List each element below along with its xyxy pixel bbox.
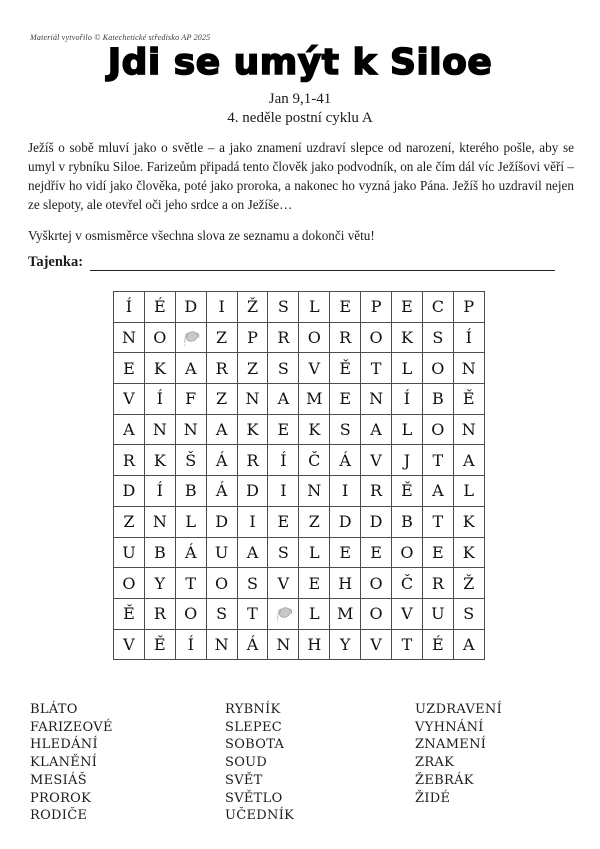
word-list-column-1 <box>30 701 113 825</box>
grid-letter-cell: S <box>330 414 361 445</box>
grid-letter-cell: N <box>114 322 145 353</box>
grid-letter-cell: S <box>453 598 484 629</box>
grid-letter-cell: N <box>144 414 175 445</box>
grid-letter-cell: D <box>206 506 237 537</box>
grid-letter-cell: S <box>237 568 268 599</box>
grid-letter-cell: R <box>144 598 175 629</box>
water-jug-icon-cell <box>268 598 299 629</box>
grid-letter-cell: D <box>361 506 392 537</box>
grid-row <box>114 384 485 415</box>
grid-letter-cell: Z <box>299 506 330 537</box>
grid-letter-cell: Ž <box>237 292 268 323</box>
grid-letter-cell: U <box>422 598 453 629</box>
grid-letter-cell: A <box>175 353 206 384</box>
grid-letter-cell: D <box>114 476 145 507</box>
grid-letter-cell: S <box>268 292 299 323</box>
copyright-credit: Materiál vytvořilo © Katechetické středisko AP 2025 <box>30 33 211 42</box>
water-jug-icon-cell <box>175 322 206 353</box>
grid-row <box>114 598 485 629</box>
word-list-item: SOBOTA <box>225 737 285 753</box>
grid-letter-cell: É <box>422 629 453 660</box>
grid-letter-cell: Í <box>144 476 175 507</box>
word-search-grid <box>113 291 485 660</box>
grid-letter-cell: K <box>237 414 268 445</box>
grid-letter-cell: B <box>422 384 453 415</box>
grid-row <box>114 414 485 445</box>
grid-letter-cell: E <box>268 506 299 537</box>
grid-letter-cell: R <box>114 445 145 476</box>
word-list-item: ZRAK <box>415 755 455 771</box>
grid-letter-cell: I <box>330 476 361 507</box>
grid-row <box>114 568 485 599</box>
grid-letter-cell: F <box>175 384 206 415</box>
word-list-item: SOUD <box>225 755 268 771</box>
grid-letter-cell: O <box>361 568 392 599</box>
grid-letter-cell: Ě <box>392 476 423 507</box>
word-list-item: HLEDÁNÍ <box>30 737 98 753</box>
grid-letter-cell: B <box>144 537 175 568</box>
grid-letter-cell: K <box>392 322 423 353</box>
grid-letter-cell: Ž <box>453 568 484 599</box>
grid-letter-cell: V <box>114 384 145 415</box>
grid-letter-cell: N <box>268 629 299 660</box>
grid-letter-cell: H <box>299 629 330 660</box>
grid-letter-cell: A <box>237 537 268 568</box>
grid-letter-cell: Ě <box>330 353 361 384</box>
answer-blank-line[interactable] <box>90 255 555 271</box>
grid-letter-cell: O <box>299 322 330 353</box>
grid-letter-cell: Á <box>237 629 268 660</box>
grid-row <box>114 537 485 568</box>
grid-letter-cell: U <box>206 537 237 568</box>
word-list-item: KLANĚNÍ <box>30 755 98 771</box>
grid-letter-cell: D <box>175 292 206 323</box>
grid-letter-cell: E <box>114 353 145 384</box>
grid-letter-cell: P <box>361 292 392 323</box>
word-list-item: ŽIDÉ <box>415 790 451 806</box>
grid-letter-cell: P <box>237 322 268 353</box>
word-list-item: VYHNÁNÍ <box>415 719 484 735</box>
grid-row <box>114 322 485 353</box>
grid-row <box>114 353 485 384</box>
grid-letter-cell: Z <box>206 322 237 353</box>
answer-label: Tajenka: <box>28 254 84 270</box>
grid-letter-cell: O <box>422 353 453 384</box>
grid-letter-cell: L <box>299 598 330 629</box>
grid-letter-cell: I <box>206 292 237 323</box>
grid-letter-cell: E <box>330 537 361 568</box>
word-list-column-2 <box>225 701 294 825</box>
grid-letter-cell: É <box>144 292 175 323</box>
grid-letter-cell: O <box>361 598 392 629</box>
grid-letter-cell: R <box>237 445 268 476</box>
grid-letter-cell: B <box>392 506 423 537</box>
instruction-text: Vyškrtej v osmisměrce všechna slova ze seznamu a dokonči větu! <box>28 228 375 243</box>
grid-letter-cell: Z <box>237 353 268 384</box>
grid-letter-cell: L <box>453 476 484 507</box>
word-list-item: PROROK <box>30 790 92 806</box>
grid-letter-cell: V <box>114 629 145 660</box>
word-list-item: RYBNÍK <box>225 702 281 717</box>
liturgical-note: 4. neděle postní cyklu A <box>227 110 373 126</box>
word-list-item: ŽEBRÁK <box>415 772 474 788</box>
grid-letter-cell: Š <box>175 445 206 476</box>
grid-letter-cell: E <box>330 384 361 415</box>
grid-letter-cell: U <box>114 537 145 568</box>
grid-letter-cell: E <box>330 292 361 323</box>
word-list-item: FARIZEOVÉ <box>30 719 113 735</box>
grid-letter-cell: T <box>392 629 423 660</box>
grid-letter-cell: A <box>422 476 453 507</box>
grid-letter-cell: R <box>361 476 392 507</box>
word-list-item: UZDRAVENÍ <box>415 702 503 717</box>
grid-letter-cell: A <box>268 384 299 415</box>
grid-letter-cell: O <box>422 414 453 445</box>
grid-letter-cell: E <box>361 537 392 568</box>
word-list-item: ZNAMENÍ <box>415 737 487 753</box>
word-search-table-body <box>114 292 485 660</box>
grid-letter-cell: P <box>453 292 484 323</box>
grid-letter-cell: N <box>299 476 330 507</box>
grid-letter-cell: I <box>268 476 299 507</box>
grid-letter-cell: N <box>237 384 268 415</box>
grid-letter-cell: Á <box>206 476 237 507</box>
grid-letter-cell: B <box>175 476 206 507</box>
grid-letter-cell: R <box>422 568 453 599</box>
grid-letter-cell: J <box>392 445 423 476</box>
grid-letter-cell: L <box>299 292 330 323</box>
grid-letter-cell: V <box>392 598 423 629</box>
grid-letter-cell: R <box>268 322 299 353</box>
grid-row <box>114 506 485 537</box>
grid-letter-cell: V <box>361 445 392 476</box>
grid-letter-cell: K <box>453 537 484 568</box>
grid-letter-cell: O <box>392 537 423 568</box>
grid-letter-cell: H <box>330 568 361 599</box>
grid-letter-cell: N <box>144 506 175 537</box>
grid-letter-cell: M <box>299 384 330 415</box>
water-jug-icon <box>180 328 201 349</box>
grid-letter-cell: Ě <box>114 598 145 629</box>
grid-letter-cell: K <box>144 353 175 384</box>
grid-letter-cell: K <box>144 445 175 476</box>
grid-letter-cell: Z <box>206 384 237 415</box>
word-list-item: MESIÁŠ <box>30 772 87 788</box>
grid-letter-cell: T <box>175 568 206 599</box>
grid-letter-cell: E <box>299 568 330 599</box>
word-list-column-3 <box>415 701 502 807</box>
grid-letter-cell: A <box>361 414 392 445</box>
grid-letter-cell: K <box>299 414 330 445</box>
grid-letter-cell: E <box>392 292 423 323</box>
grid-letter-cell: T <box>422 506 453 537</box>
grid-letter-cell: N <box>453 414 484 445</box>
grid-letter-cell: S <box>268 537 299 568</box>
grid-letter-cell: Ě <box>453 384 484 415</box>
grid-letter-cell: S <box>206 598 237 629</box>
word-list-item: BLÁTO <box>30 702 78 717</box>
grid-letter-cell: Č <box>299 445 330 476</box>
grid-letter-cell: L <box>299 537 330 568</box>
grid-letter-cell: V <box>361 629 392 660</box>
grid-letter-cell: Í <box>453 322 484 353</box>
grid-letter-cell: A <box>114 414 145 445</box>
grid-letter-cell: V <box>299 353 330 384</box>
word-list-item: SVĚTLO <box>225 790 283 806</box>
grid-letter-cell: A <box>206 414 237 445</box>
grid-letter-cell: T <box>422 445 453 476</box>
word-list-item: SLEPEC <box>225 719 283 735</box>
word-list-item: SVĚT <box>225 772 263 788</box>
word-search-table <box>113 291 485 660</box>
scripture-reference: Jan 9,1-41 <box>268 91 332 107</box>
grid-letter-cell: T <box>361 353 392 384</box>
grid-letter-cell: Z <box>114 506 145 537</box>
grid-letter-cell: O <box>361 322 392 353</box>
grid-letter-cell: T <box>237 598 268 629</box>
grid-letter-cell: R <box>206 353 237 384</box>
grid-letter-cell: K <box>453 506 484 537</box>
page-title: Jdi se umýt k Siloe <box>107 42 493 83</box>
grid-letter-cell: Í <box>175 629 206 660</box>
grid-row <box>114 445 485 476</box>
grid-letter-cell: N <box>361 384 392 415</box>
grid-row <box>114 292 485 323</box>
grid-letter-cell: D <box>237 476 268 507</box>
grid-letter-cell: E <box>422 537 453 568</box>
grid-letter-cell: D <box>330 506 361 537</box>
answer-row <box>28 254 555 271</box>
grid-letter-cell: S <box>268 353 299 384</box>
grid-letter-cell: N <box>206 629 237 660</box>
grid-letter-cell: Á <box>330 445 361 476</box>
grid-letter-cell: Ě <box>144 629 175 660</box>
grid-letter-cell: Á <box>175 537 206 568</box>
grid-letter-cell: V <box>268 568 299 599</box>
grid-letter-cell: A <box>453 445 484 476</box>
grid-letter-cell: Y <box>330 629 361 660</box>
grid-letter-cell: E <box>268 414 299 445</box>
word-list-item: UČEDNÍK <box>225 808 295 824</box>
grid-letter-cell: S <box>422 322 453 353</box>
grid-letter-cell: L <box>392 414 423 445</box>
grid-letter-cell: L <box>175 506 206 537</box>
grid-letter-cell: R <box>330 322 361 353</box>
grid-letter-cell: O <box>144 322 175 353</box>
grid-letter-cell: O <box>175 598 206 629</box>
grid-letter-cell: I <box>237 506 268 537</box>
grid-letter-cell: Í <box>268 445 299 476</box>
grid-letter-cell: Í <box>144 384 175 415</box>
grid-letter-cell: Í <box>114 292 145 323</box>
grid-letter-cell: Y <box>144 568 175 599</box>
grid-letter-cell: A <box>453 629 484 660</box>
intro-paragraph: Ježíš o sobě mluví jako o světle – a jako znamení uzdraví slepce od narození, kterého pošle, aby se umyl v rybníku Siloe. Farizeům připadá tento člověk jako podvodník, on ale čím dál víc Ježíšovi věří – nejdřív ho vidí jako člověka, poté jako proroka, a nakonec ho vyzná jako Pána. Ježíš ho uzdravil nejen ze slepoty, ale otevřel oči jeho srdce a on Ježíše… <box>28 140 574 212</box>
grid-row <box>114 476 485 507</box>
grid-letter-cell: M <box>330 598 361 629</box>
grid-letter-cell: N <box>453 353 484 384</box>
grid-letter-cell: O <box>206 568 237 599</box>
grid-letter-cell: Č <box>392 568 423 599</box>
grid-letter-cell: L <box>392 353 423 384</box>
grid-letter-cell: N <box>175 414 206 445</box>
water-jug-icon <box>273 604 294 625</box>
grid-letter-cell: Á <box>206 445 237 476</box>
word-list-item: RODIČE <box>30 808 88 824</box>
grid-letter-cell: Í <box>392 384 423 415</box>
grid-row <box>114 629 485 660</box>
grid-letter-cell: C <box>422 292 453 323</box>
grid-letter-cell: O <box>114 568 145 599</box>
